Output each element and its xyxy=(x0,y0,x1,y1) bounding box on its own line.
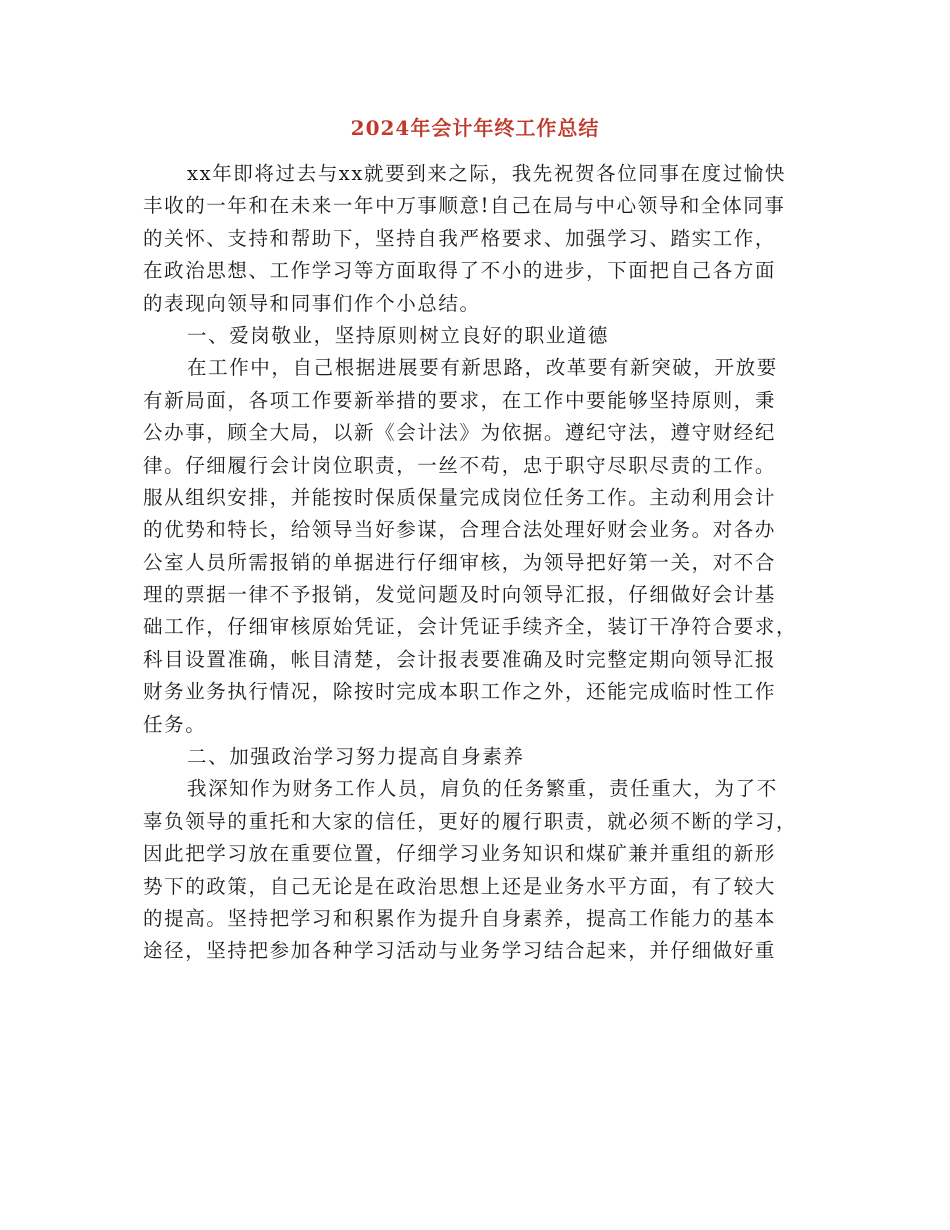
paragraph-line: 律。仔细履行会计岗位职责，一丝不苟，忠于职守尽职尽责的工作。 xyxy=(143,453,777,477)
paragraph-line: 的优势和特长，给领导当好参谋，合理合法处理好财会业务。对各办 xyxy=(143,518,777,542)
paragraph-line: 服从组织安排，并能按时保质保量完成岗位任务工作。主动利用会计 xyxy=(143,485,777,509)
document-title: 2024年会计年终工作总结 xyxy=(350,116,600,140)
paragraph-line: 理的票据一律不予报销，发觉问题及时向领导汇报，仔细做好会计基 xyxy=(143,583,777,607)
paragraph-line: 在工作中，自己根据进展要有新思路，改革要有新突破，开放要 xyxy=(187,356,778,380)
paragraph-line: 任务。 xyxy=(143,712,207,736)
paragraph-line: 在政治思想、工作学习等方面取得了不小的进步，下面把自己各方面 xyxy=(143,259,777,283)
paragraph-line: 的提高。坚持把学习和积累作为提升自身素养，提高工作能力的基本 xyxy=(143,906,777,930)
section-heading-1: 一、爱岗敬业，坚持原则树立良好的职业道德 xyxy=(187,323,610,347)
document-body xyxy=(143,158,813,968)
paragraph-line: 丰收的一年和在未来一年中万事顺意!自己在局与中心领导和全体同事 xyxy=(143,194,786,218)
paragraph-line: 因此把学习放在重要位置，仔细学习业务知识和煤矿兼并重组的新形 xyxy=(143,842,777,866)
paragraph-line: 有新局面，各项工作要新举措的要求，在工作中要能够坚持原则，秉 xyxy=(143,388,777,412)
paragraph-line: 势下的政策，自己无论是在政治思想上还是业务水平方面，有了较大 xyxy=(143,874,777,898)
paragraph-line: 公室人员所需报销的单据进行仔细审核，为领导把好第一关，对不合 xyxy=(143,550,777,574)
paragraph-line: 途径，坚持把参加各种学习活动与业务学习结合起来，并仔细做好重 xyxy=(143,939,777,963)
paragraph-line: 我深知作为财务工作人员，肩负的任务繁重，责任重大，为了不 xyxy=(187,777,778,801)
paragraph-line: xx年即将过去与xx就要到来之际，我先祝贺各位同事在度过愉快 xyxy=(187,162,786,185)
paragraph-line: 的关怀、支持和帮助下，坚持自我严格要求、加强学习、踏实工作， xyxy=(143,226,777,250)
paragraph-line: 公办事，顾全大局，以新《会计法》为依据。遵纪守法，遵守财经纪 xyxy=(143,421,777,445)
paragraph-line: 财务业务执行情况，除按时完成本职工作之外，还能完成临时性工作 xyxy=(143,680,777,704)
paragraph-line: 的表现向领导和同事们作个小总结。 xyxy=(143,291,481,315)
paragraph-line: 辜负领导的重托和大家的信任，更好的履行职责，就必须不断的学习， xyxy=(143,809,798,833)
section-heading-2: 二、加强政治学习努力提高自身素养 xyxy=(187,745,525,769)
paragraph-line: 础工作，仔细审核原始凭证，会计凭证手续齐全，装订干净符合要求， xyxy=(143,615,798,639)
paragraph-line: 科目设置准确，帐目清楚，会计报表要准确及时完整定期向领导汇报 xyxy=(143,647,777,671)
